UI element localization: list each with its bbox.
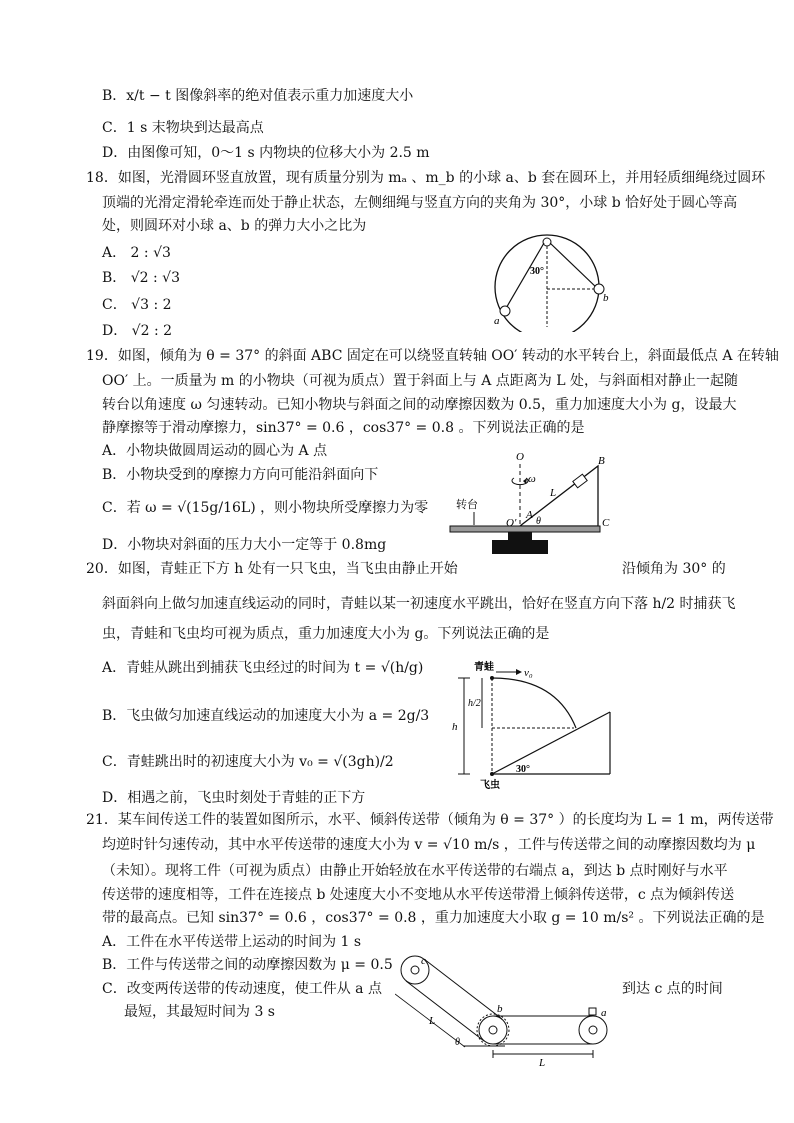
q18-stem-line3: 处，则圆环对小球 a、b 的弹力大小之比为 bbox=[102, 218, 367, 234]
incline-belt-upper bbox=[424, 959, 502, 1019]
pulley-c-hub bbox=[411, 966, 419, 974]
q18-option-b: B． √2 : √3 bbox=[102, 270, 181, 286]
pulley-icon bbox=[543, 238, 551, 246]
slope-line bbox=[492, 712, 610, 774]
label-half-h: h/2 bbox=[468, 698, 481, 709]
label-b: b bbox=[497, 1003, 503, 1015]
frog-icon bbox=[490, 676, 494, 680]
q18-option-a: A． 2 : √3 bbox=[102, 245, 171, 261]
q20-option-a: A．青蛙从跳出到捕获飞虫经过的时间为 t = √(h/g) bbox=[102, 660, 424, 676]
label-l: L bbox=[550, 487, 557, 499]
q20-frog-figure bbox=[446, 660, 616, 790]
label-c: c bbox=[421, 955, 426, 967]
q20-stem-line2: 斜面斜向上做匀加速直线运动的同时，青蛙以某一初速度水平跳出，恰好在竖直方向下落 h/2 时捕获飞 bbox=[102, 596, 736, 612]
velocity-arrowhead-icon bbox=[516, 669, 522, 675]
q21-option-c-line2: 最短，其最短时间为 3 s bbox=[124, 1004, 275, 1020]
label-theta: θ bbox=[536, 516, 541, 527]
q20-option-d: D．相遇之前，飞虫时刻处于青蛙的正下方 bbox=[102, 790, 366, 806]
label-turntable: 转台 bbox=[456, 499, 478, 511]
label-a: a bbox=[494, 315, 500, 327]
q20-option-c: C．青蛙跳出时的初速度大小为 v₀ = √(3gh)/2 bbox=[102, 754, 394, 770]
q21-option-a: A．工件在水平传送带上运动的时间为 1 s bbox=[102, 934, 362, 950]
q21-stem-line5: 带的最高点。已知 sin37° = 0.6 ，cos37° = 0.8 ，重力加速度大小取 g = 10 m/s² 。下列说法正确的是 bbox=[102, 910, 765, 926]
label-a: A bbox=[526, 509, 533, 521]
q19-stem-line3: 转台以角速度 ω 匀速转动。已知小物块与斜面之间的动摩擦因数为 0.5，重力加速度大小为 g，设最大 bbox=[102, 397, 737, 413]
q18-option-c: C． √3 : 2 bbox=[102, 297, 172, 313]
ball-a-icon bbox=[500, 306, 510, 316]
q18-option-d: D． √2 : 2 bbox=[102, 323, 173, 339]
q21-option-c-part2: 到达 c 点的时间 bbox=[622, 981, 723, 997]
turntable-base bbox=[492, 540, 548, 554]
label-frog: 青蛙 bbox=[474, 662, 494, 673]
turntable-hub bbox=[508, 532, 532, 540]
q17-option-d: D．由图像可知，0～1 s 内物块的位移大小为 2.5 m bbox=[102, 145, 430, 161]
q21-conveyor-figure bbox=[395, 950, 623, 1068]
pulley-b-horizontal bbox=[477, 1014, 509, 1046]
label-angle: 30° bbox=[516, 764, 530, 775]
q20-stem-line1a: 20．如图，青蛙正下方 h 处有一只飞虫，当飞虫由静止开始 bbox=[86, 561, 458, 577]
q21-option-b: B．工件与传送带之间的动摩擦因数为 μ = 0.5 bbox=[102, 957, 393, 973]
q21-option-c-part1: C．改变两传送带的传动速度，使工件从 a 点 bbox=[102, 981, 382, 997]
q21-stem-line1: 21．某车间传送工件的装置如图所示，水平、倾斜传送带（倾角为 θ = 37° ）的长度均为 L = 1 m，两传送带 bbox=[86, 812, 774, 828]
q19-option-d: D．小物块对斜面的压力大小一定等于 0.8mg bbox=[102, 537, 387, 553]
label-l-incline: L bbox=[429, 1015, 436, 1027]
q19-stem-line1: 19．如图，倾角为 θ = 37° 的斜面 ABC 固定在可以绕竖直转轴 OO′ 转动的水平转台上，斜面最低点 A 在转轴 bbox=[86, 348, 779, 364]
label-theta: θ bbox=[455, 1037, 460, 1048]
q19-turntable-figure bbox=[432, 448, 612, 566]
pulley-a-hub bbox=[589, 1026, 597, 1034]
q21-stem-line2: 均逆时针匀速传动，其中水平传送带的速度大小为 v = √10 m/s ，工件与传送带之间的动摩擦因数均为 μ bbox=[102, 837, 756, 853]
pulley-a bbox=[579, 1016, 607, 1044]
label-b: b bbox=[603, 292, 609, 304]
workpiece-icon bbox=[589, 1008, 596, 1015]
label-l-horizontal: L bbox=[539, 1057, 546, 1068]
label-c: C bbox=[602, 517, 610, 529]
label-o: O bbox=[516, 451, 524, 463]
q19-option-c: C．若 ω = √(15g/16L) ，则小物块所受摩擦力为零 bbox=[102, 500, 429, 516]
q19-stem-line4: 静摩擦等于滑动摩擦力，sin37° = 0.6 ，cos37° = 0.8 。下列说法正确的是 bbox=[102, 420, 585, 436]
frog-trajectory bbox=[492, 678, 576, 728]
q19-option-b: B．小物块受到的摩擦力方向可能沿斜面向下 bbox=[102, 467, 379, 483]
label-a: a bbox=[601, 1007, 607, 1019]
label-bug: 飞虫 bbox=[480, 780, 500, 790]
turntable-plate bbox=[450, 526, 600, 532]
label-omega: ω bbox=[528, 473, 536, 485]
q19-stem-line2: OO′ 上。一质量为 m 的小物块（可视为质点）置于斜面上与 A 点距离为 L 处，与斜面相对静止一起随 bbox=[102, 373, 738, 389]
q20-option-b: B．飞虫做匀加速直线运动的加速度大小为 a = 2g/3 bbox=[102, 708, 430, 724]
rope-right bbox=[550, 243, 598, 289]
q17-option-b: B．x/t − t 图像斜率的绝对值表示重力加速度大小 bbox=[102, 88, 414, 104]
q17-option-c: C．1 s 末物块到达最高点 bbox=[102, 120, 264, 136]
bug-icon bbox=[490, 772, 494, 776]
q18-stem-line2: 顶端的光滑定滑轮牵连而处于静止状态，左侧细绳与竖直方向的夹角为 30°，小球 b 恰好处于圆心等高 bbox=[102, 195, 738, 211]
angle-label: 30° bbox=[530, 266, 544, 277]
q19-option-a: A．小物块做圆周运动的圆心为 A 点 bbox=[102, 443, 328, 459]
label-oprime: O′ bbox=[506, 517, 517, 529]
pulley-b-hub bbox=[489, 1026, 497, 1034]
q18-ring-figure bbox=[490, 232, 620, 332]
label-v0: v₀ bbox=[524, 667, 533, 679]
q20-stem-line1b: 沿倾角为 30° 的 bbox=[622, 561, 726, 577]
label-h: h bbox=[452, 721, 458, 733]
q18-stem-line1: 18．如图，光滑圆环竖直放置，现有质量分别为 mₐ 、m_b 的小球 a、b 套在圆环上，并用轻质细绳绕过圆环 bbox=[86, 170, 766, 186]
q20-stem-line3: 虫，青蛙和飞虫均可视为质点，重力加速度大小为 g。下列说法正确的是 bbox=[102, 626, 550, 642]
label-b: B bbox=[598, 455, 605, 467]
q21-stem-line3: （未知）。现将工件（可视为质点）由静止开始轻放在水平传送带的右端点 a，到达 b 点时刚好与水平 bbox=[102, 863, 728, 879]
q21-stem-line4: 传送带的速度相等，工件在连接点 b 处速度大小不变地从水平传送带滑上倾斜传送带，c 点为倾斜传送 bbox=[102, 887, 735, 903]
